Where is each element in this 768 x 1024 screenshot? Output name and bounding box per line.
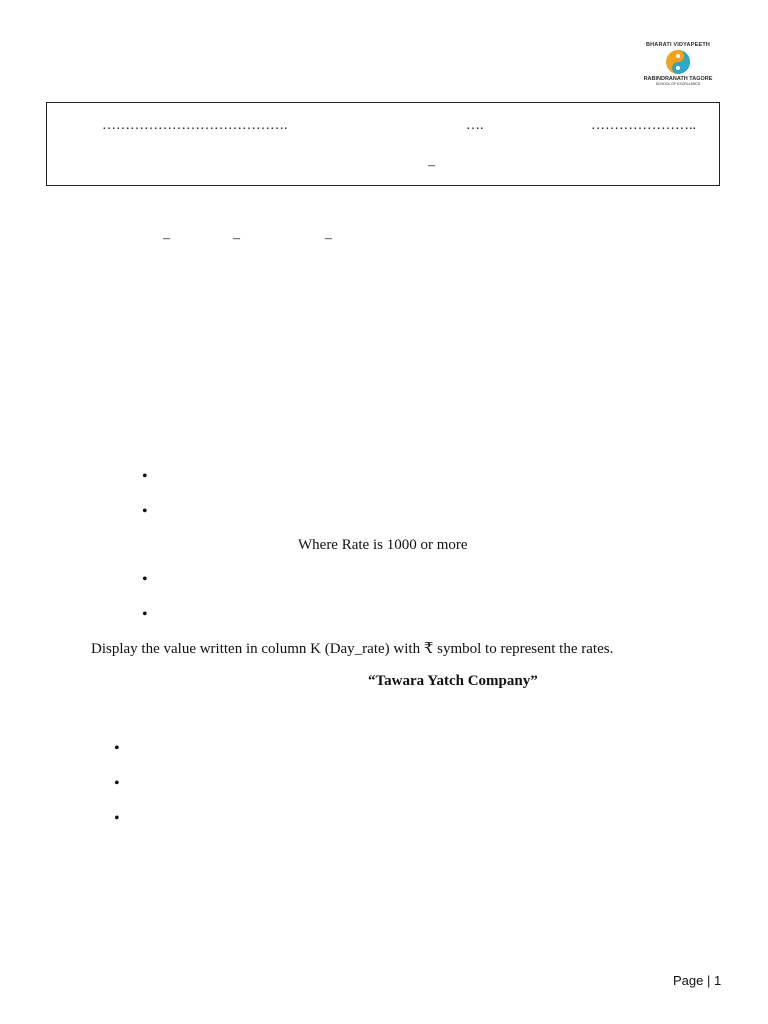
bullet-point: •	[142, 606, 148, 623]
logo-tagline: SCHOOL OF EXCELLENCE	[655, 82, 701, 86]
meta-dash-2: –	[233, 231, 240, 246]
company-name: “Tawara Yatch Company”	[368, 673, 538, 689]
roll-blank-dots: …………………..	[591, 118, 696, 133]
logo-bottom-text: RABINDRANATH TAGORE	[643, 76, 713, 82]
logo-top-text: BHARATI VIDYAPEETH	[645, 42, 711, 48]
student-info-box	[46, 102, 720, 186]
name-blank-dots: ………………………………….	[102, 118, 288, 133]
bullet-point: •	[114, 740, 120, 757]
class-blank-dots: ….	[466, 118, 484, 133]
header-dash: –	[428, 158, 435, 173]
meta-dash-1: –	[163, 231, 170, 246]
page-number: Page | 1	[673, 973, 722, 988]
display-note-text: Display the value written in column K (Day_rate) with ₹ symbol to represent the rates.	[91, 641, 614, 657]
school-logo	[636, 42, 720, 92]
bullet-point: •	[114, 775, 120, 792]
yin-yang-emblem-icon	[665, 49, 691, 75]
where-rate-text: Where Rate is 1000 or more	[298, 537, 468, 553]
meta-dash-3: –	[325, 231, 332, 246]
bullet-point: •	[142, 571, 148, 588]
bullet-point: •	[114, 810, 120, 827]
bullet-point: •	[142, 468, 148, 485]
bullet-point: •	[142, 503, 148, 520]
